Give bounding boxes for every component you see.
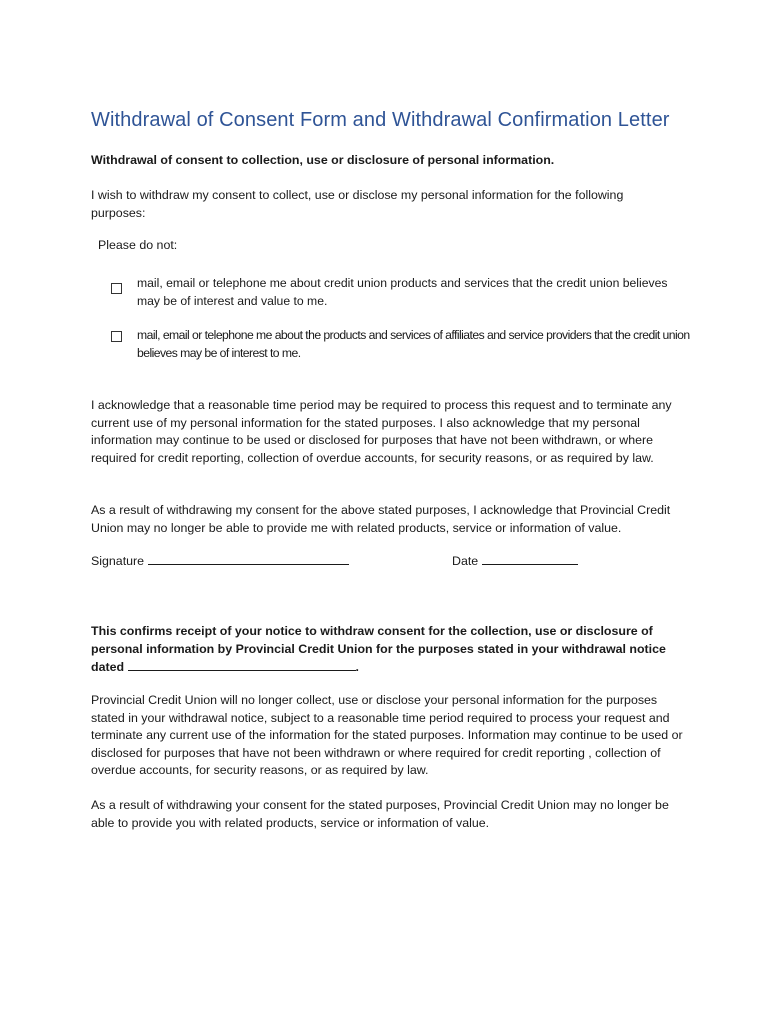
document-title: Withdrawal of Consent Form and Withdrawal Confirmation Letter: [91, 109, 670, 131]
confirmation-heading: [91, 623, 671, 677]
signature-blank[interactable]: [148, 552, 349, 565]
confirmation-body: Provincial Credit Union will no longer collect, use or disclose your personal information for the purposes stated in your withdrawal notice, subject to a reasonable time period required to process your request and terminate any current use of the information for the stated purposes. Information may continue to be used or disclosed for purposes that have not been withdrawn or where required for credit reporting , collection of overdue accounts, for security reasons, or as required by law.: [91, 693, 683, 777]
checkbox-credit-union-products[interactable]: [111, 283, 122, 294]
option-label: mail, email or telephone me about credit union products and services that the credit union believes may be of interest and value to me.: [137, 276, 668, 308]
checkbox-affiliates[interactable]: [111, 331, 122, 342]
confirmation-end: .: [355, 660, 359, 674]
date-label: Date: [452, 554, 479, 568]
date-line[interactable]: [452, 552, 578, 568]
signature-label: Signature: [91, 554, 145, 568]
please-do-not-label: Please do not:: [98, 238, 178, 252]
closing-paragraph: As a result of withdrawing your consent for the stated purposes, Provincial Credit Union may no longer be able to provide you with related products, service or information of value.: [91, 798, 669, 830]
intro-paragraph: I wish to withdraw my consent to collect, use or disclose my personal information for the following purposes:: [91, 188, 624, 220]
notice-date-blank[interactable]: [128, 658, 356, 671]
confirmation-text: This confirms receipt of your notice to withdraw consent for the collection, use or disclosure of personal information by Provincial Credit Union for the purposes stated in your withdrawal notice dated: [91, 624, 666, 674]
acknowledgement-paragraph: I acknowledge that a reasonable time period may be required to process this request and to terminate any current use of my personal information for the stated purposes. I also acknowledge that my personal information may continue to be used or disclosed for purposes that have not been withdrawn, or where required for credit reporting, collection of overdue accounts, for security reasons, or as required by law.: [91, 398, 672, 465]
result-paragraph: As a result of withdrawing my consent for the above stated purposes, I acknowledge that Provincial Credit Union may no longer be able to provide me with related products, service or information of value.: [91, 503, 671, 535]
date-blank[interactable]: [482, 552, 578, 565]
section-heading: Withdrawal of consent to collection, use or disclosure of personal information.: [91, 153, 555, 167]
option-label: mail, email or telephone me about the products and services of affiliates and service providers that the credit union believes may be of interest to me.: [137, 328, 690, 360]
signature-line[interactable]: [91, 552, 349, 568]
